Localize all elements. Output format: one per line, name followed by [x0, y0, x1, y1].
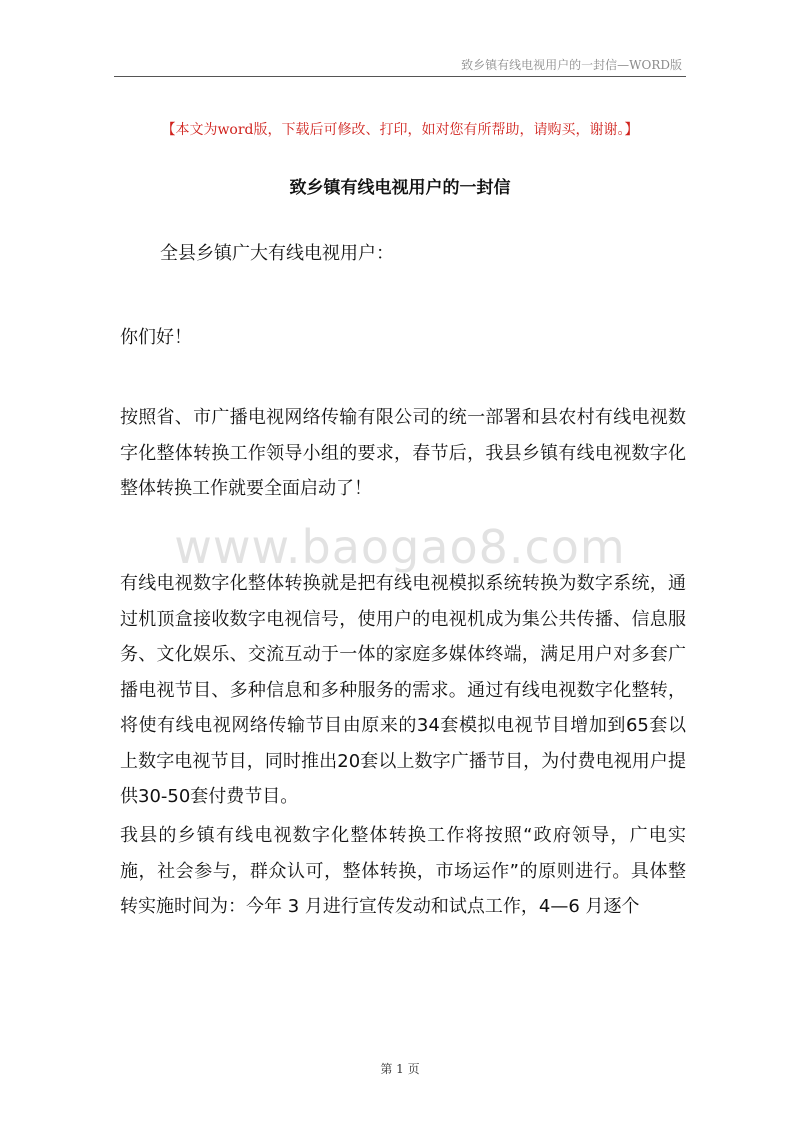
header-divider — [114, 76, 686, 77]
paragraph-2: 有线电视数字化整体转换就是把有线电视模拟系统转换为数字系统，通过机顶盒接收数字电视信号，使用户的电视机成为集公共传播、信息服务、文化娱乐、交流互动于一体的家庭多媒体终端，满足用户对多套广播电视节目、多种信息和多种服务的需求。通过有线电视数字化整转，将使有线电视网络传输节目由原来的34套模拟电视节目增加到65套以上数字电视节目，同时推出20套以上数字广播节目，为付费电视用户提供30-50套付费节目。 — [120, 573, 686, 807]
running-header: 致乡镇有线电视用户的一封信—WORD版 — [461, 58, 682, 72]
purchase-notice: 【本文为word版，下载后可修改、打印，如对您有所帮助，请购买，谢谢。】 — [161, 122, 639, 138]
salutation: 全县乡镇广大有线电视用户： — [160, 243, 394, 264]
page-number: 第 1 页 — [380, 1062, 420, 1076]
greeting: 你们好！ — [120, 327, 192, 348]
watermark: www.baogao8.com — [174, 520, 626, 574]
paragraph-1: 按照省、市广播电视网络传输有限公司的统一部署和县农村有线电视数字化整体转换工作领导小组的要求，春节后，我县乡镇有线电视数字化整体转换工作就要全面启动了！ — [120, 407, 686, 499]
paragraph-3: 我县的乡镇有线电视数字化整体转换工作将按照“政府领导，广电实施，社会参与，群众认可，整体转换，市场运作”的原则进行。具体整转实施时间为：今年 3 月进行宣传发动和试点工作，4—6 月逐个 — [120, 825, 686, 917]
document-title: 致乡镇有线电视用户的一封信 — [289, 178, 511, 198]
